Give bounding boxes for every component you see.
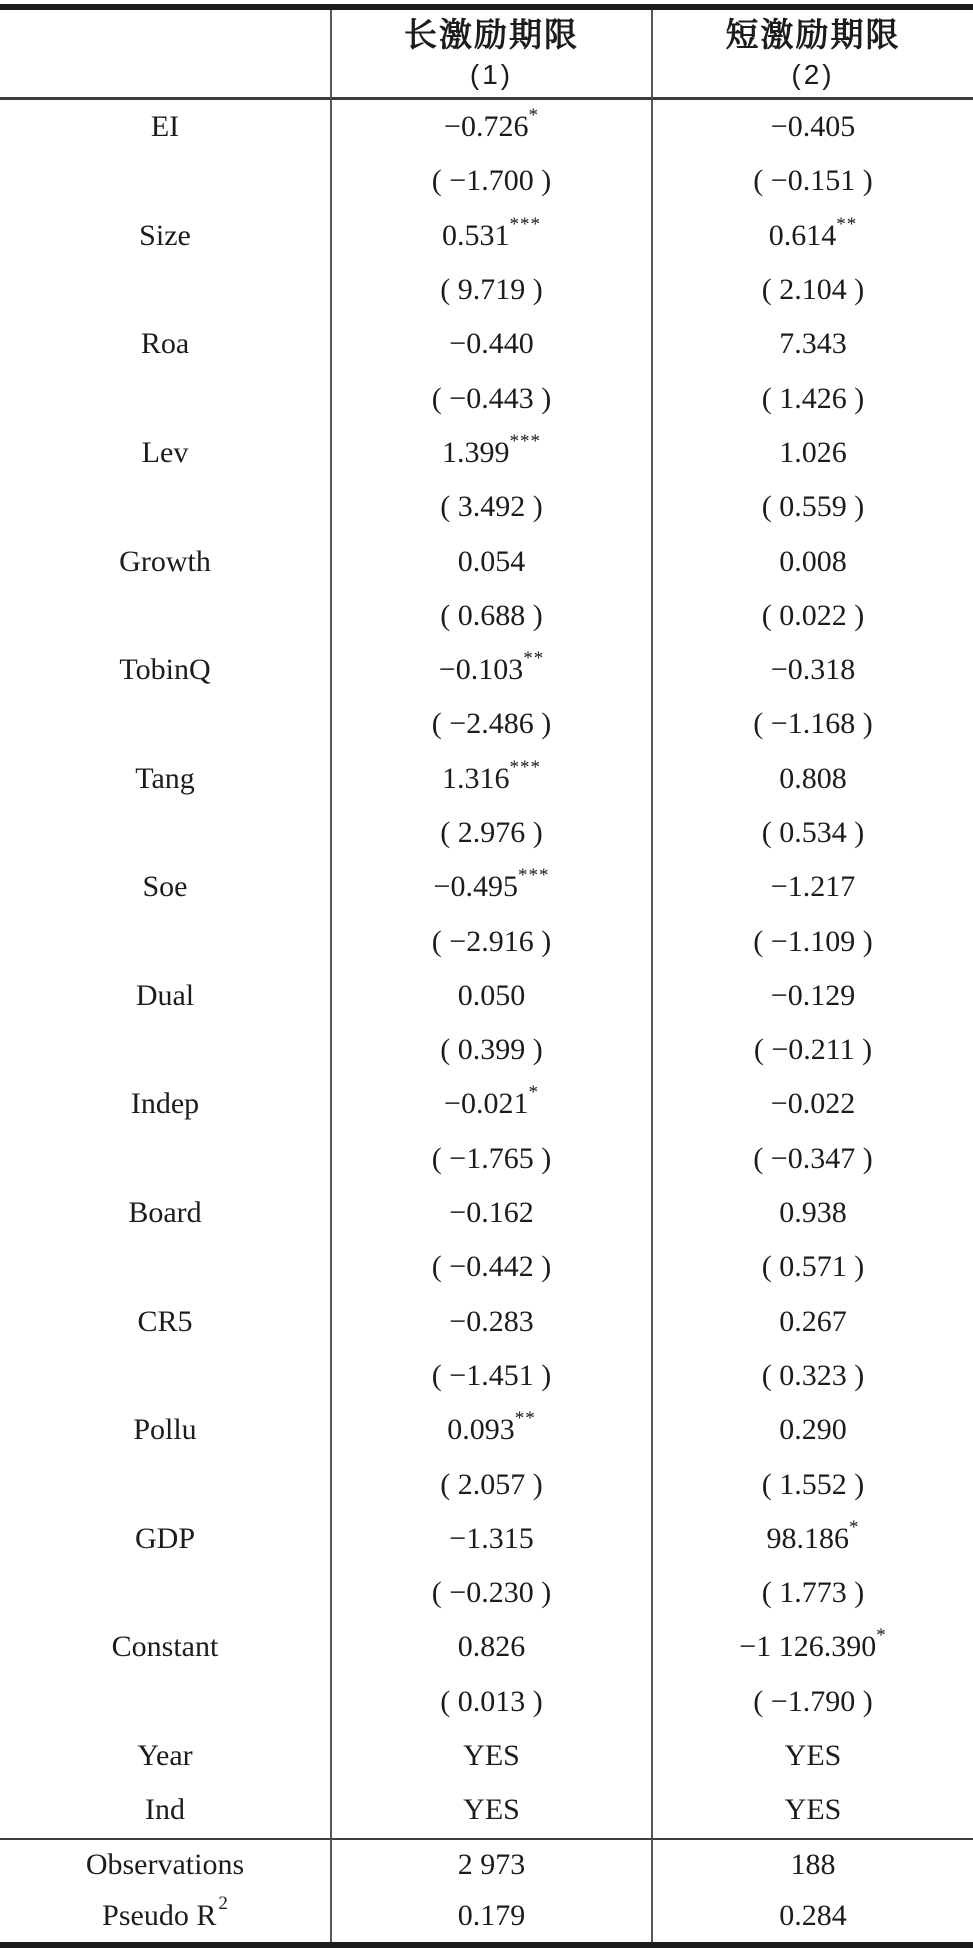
row-label: TobinQ: [119, 653, 211, 687]
coefficient-value: 1.399: [442, 435, 510, 469]
t-value: ( 0.013 ): [330, 1675, 651, 1729]
t-value: ( −2.916 ): [330, 914, 651, 968]
coefficient-value: −0.495: [433, 870, 518, 904]
t-value: ( 2.976 ): [330, 806, 651, 860]
coefficient-cell: [651, 1077, 973, 1131]
coefficient-value: 1.316: [442, 761, 510, 795]
row-label-spacer: [0, 697, 330, 751]
coefficient-cell: [651, 317, 973, 371]
coefficient-cell: 0.614 **: [651, 209, 973, 263]
column-header-model2: [651, 10, 973, 100]
t-value: ( 1.552 ): [651, 1457, 973, 1511]
coefficient-value: 0.267: [779, 1304, 847, 1338]
t-value: ( −1.700 ): [330, 154, 651, 208]
column-header-title: 长激励期限: [404, 16, 579, 53]
stat-value: 2 973: [330, 1838, 651, 1890]
regression-table: [0, 4, 973, 1948]
coefficient-cell: [651, 1295, 973, 1349]
coefficient-value: −0.022: [770, 1087, 856, 1121]
control-value: YES: [330, 1729, 651, 1783]
t-value: ( −1.790 ): [651, 1675, 973, 1729]
t-value: ( −1.109 ): [651, 914, 973, 968]
coefficient-cell: [651, 860, 973, 914]
row-label-spacer: [0, 1675, 330, 1729]
stat-value: 188: [651, 1838, 973, 1890]
coefficient-value: 0.093: [447, 1413, 515, 1447]
coefficient-value: −0.162: [449, 1196, 534, 1230]
row-label-spacer: [0, 480, 330, 534]
coefficient-value: −0.021: [444, 1087, 529, 1121]
coefficient-cell: −0.726 *: [330, 100, 651, 154]
t-value: ( 1.773 ): [651, 1566, 973, 1620]
t-value: ( −0.442 ): [330, 1240, 651, 1294]
coefficient-value: 0.614: [768, 218, 837, 252]
t-value: ( 0.022 ): [651, 589, 973, 643]
header-corner-cell: [0, 10, 330, 100]
coefficient-cell: [330, 534, 651, 588]
row-label-spacer: [0, 1566, 330, 1620]
coefficient-cell: [651, 100, 973, 154]
t-value: ( 2.057 ): [330, 1457, 651, 1511]
coefficient-cell: [651, 643, 973, 697]
coefficient-value: −1.217: [770, 870, 856, 904]
coefficient-cell: [651, 1186, 973, 1240]
model-number: (1): [469, 59, 514, 90]
coefficient-value: 0.008: [779, 544, 847, 578]
t-value: ( −1.451 ): [330, 1349, 651, 1403]
coefficient-cell: [330, 1295, 651, 1349]
coefficient-value: 0.938: [779, 1196, 847, 1230]
coefficient-cell: [651, 1403, 973, 1457]
row-label: Dual: [135, 978, 195, 1012]
coefficient-value: −0.318: [770, 653, 856, 687]
row-label: Soe: [142, 870, 188, 904]
row-label: Tang: [135, 761, 195, 795]
coefficient-value: 7.343: [779, 327, 847, 361]
coefficient-cell: 98.186 *: [651, 1512, 973, 1566]
coefficient-value: 1.026: [779, 435, 847, 469]
coefficient-cell: [330, 1512, 651, 1566]
row-label: Pollu: [133, 1413, 197, 1447]
t-value: ( 0.399 ): [330, 1023, 651, 1077]
row-label: EI: [150, 110, 180, 144]
row-label-spacer: [0, 806, 330, 860]
control-value: YES: [651, 1783, 973, 1837]
coefficient-cell: −0.021 *: [330, 1077, 651, 1131]
t-value: ( 9.719 ): [330, 263, 651, 317]
row-label-spacer: [0, 154, 330, 208]
coefficient-cell: 1.399 ***: [330, 426, 651, 480]
coefficient-value: 98.186: [766, 1521, 849, 1555]
t-value: ( −0.230 ): [330, 1566, 651, 1620]
row-label-spacer: [0, 1240, 330, 1294]
coefficient-value: −0.726: [444, 110, 529, 144]
coefficient-cell: −1 126.390 *: [651, 1620, 973, 1674]
t-value: ( −0.443 ): [330, 371, 651, 425]
t-value: ( −2.486 ): [330, 697, 651, 751]
t-value: ( 0.688 ): [330, 589, 651, 643]
coefficient-cell: [651, 969, 973, 1023]
t-value: ( −0.347 ): [651, 1132, 973, 1186]
row-label-spacer: [0, 914, 330, 968]
control-value: YES: [330, 1783, 651, 1837]
coefficient-value: −0.103: [438, 653, 524, 687]
t-value: ( −1.168 ): [651, 697, 973, 751]
row-label-spacer: [0, 1349, 330, 1403]
t-value: ( −1.765 ): [330, 1132, 651, 1186]
t-value: ( −0.151 ): [651, 154, 973, 208]
coefficient-cell: [651, 752, 973, 806]
coefficient-cell: [330, 317, 651, 371]
column-header-title: 短激励期限: [725, 16, 901, 53]
row-label: Roa: [140, 327, 190, 361]
row-label-spacer: [0, 263, 330, 317]
row-label-spacer: [0, 1023, 330, 1077]
row-label: Growth: [119, 544, 211, 578]
coefficient-cell: −0.495 ***: [330, 860, 651, 914]
t-value: ( 1.426 ): [651, 371, 973, 425]
coefficient-cell: 0.531 ***: [330, 209, 651, 263]
row-label: Lev: [141, 435, 189, 469]
row-label: CR5: [137, 1304, 193, 1338]
coefficient-cell: 1.316 ***: [330, 752, 651, 806]
control-value: YES: [651, 1729, 973, 1783]
coefficient-value: −0.283: [449, 1304, 534, 1338]
coefficient-value: −1 126.390: [739, 1630, 877, 1664]
coefficient-cell: [651, 426, 973, 480]
stat-label-text: Pseudo R: [102, 1898, 217, 1932]
coefficient-cell: [330, 1620, 651, 1674]
coefficient-cell: [330, 969, 651, 1023]
coefficient-value: 0.050: [457, 978, 526, 1012]
control-row-label: Ind: [145, 1793, 185, 1827]
coefficient-value: 0.808: [779, 761, 847, 795]
row-label-spacer: [0, 589, 330, 643]
t-value: ( 0.323 ): [651, 1349, 973, 1403]
t-value: ( 0.559 ): [651, 480, 973, 534]
control-row-label: Year: [137, 1739, 193, 1773]
row-label: Size: [139, 218, 191, 252]
t-value: ( −0.211 ): [651, 1023, 973, 1077]
stat-value: 0.179: [330, 1890, 651, 1942]
t-value: ( 0.571 ): [651, 1240, 973, 1294]
t-value: ( 0.534 ): [651, 806, 973, 860]
coefficient-cell: −0.103 **: [330, 643, 651, 697]
coefficient-value: −0.440: [449, 327, 534, 361]
coefficient-value: 0.054: [457, 544, 526, 578]
stat-label: Pseudo R $^2$: [102, 1892, 228, 1932]
t-value: ( 2.104 ): [651, 263, 973, 317]
column-header-model1: [330, 10, 651, 100]
coefficient-value: −0.405: [770, 110, 856, 144]
model-number: (2): [791, 59, 835, 90]
t-value: ( 3.492 ): [330, 480, 651, 534]
coefficient-value: −1.315: [449, 1521, 534, 1555]
row-label: Constant: [111, 1630, 219, 1664]
stat-value: 0.284: [651, 1890, 973, 1942]
coefficient-cell: [330, 1186, 651, 1240]
row-label: GDP: [134, 1521, 195, 1555]
row-label-spacer: [0, 1132, 330, 1186]
row-label-spacer: [0, 1457, 330, 1511]
stat-label: Observations: [0, 1838, 330, 1890]
coefficient-cell: 0.093 **: [330, 1403, 651, 1457]
coefficient-value: 0.531: [442, 218, 510, 252]
row-label: Board: [128, 1196, 202, 1230]
coefficient-value: −0.129: [770, 978, 856, 1012]
coefficient-cell: [651, 534, 973, 588]
row-label-spacer: [0, 371, 330, 425]
row-label: Indep: [130, 1087, 200, 1121]
coefficient-value: 0.290: [779, 1413, 847, 1447]
coefficient-value: 0.826: [457, 1630, 526, 1664]
